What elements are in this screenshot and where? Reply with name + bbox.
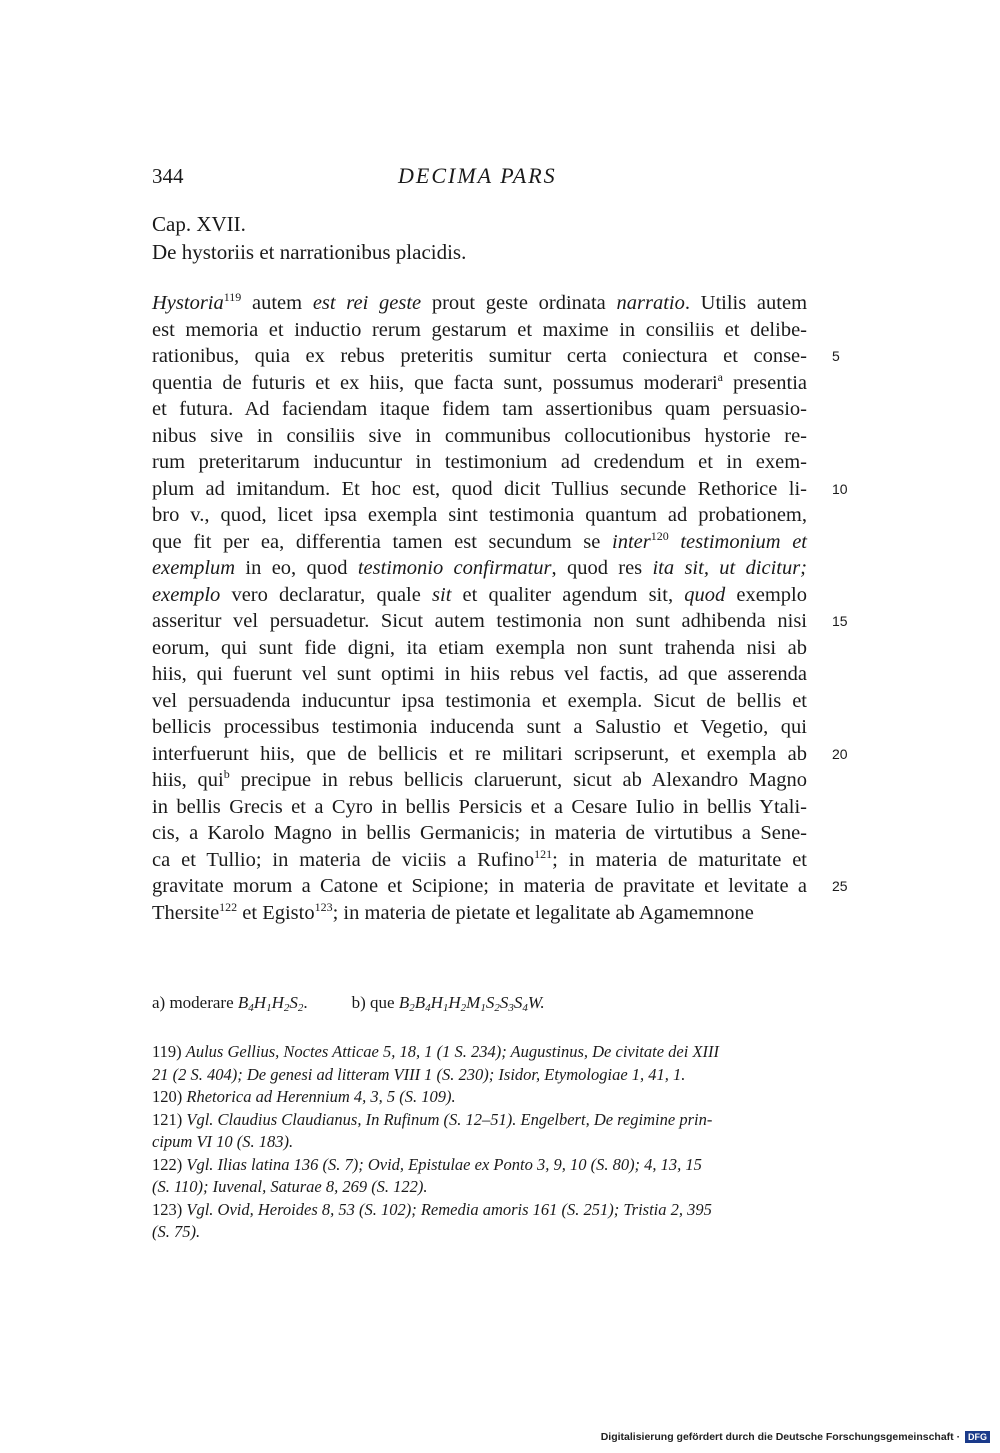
digitization-credit — [601, 1431, 990, 1443]
text-run: bellicis processibus testimonia inducenda sunt a Salustio et Vegetio, qui — [152, 716, 807, 738]
text-run: que fit per ea, differentia tamen est secundum se — [152, 530, 613, 553]
footnotes — [152, 1041, 812, 1244]
text-run: 21 (2 S. 404); De genesi ad litteram VIII 1 (S. 230); Isidor, Etymologiae 1, 41, 1. — [152, 1064, 686, 1084]
text-run: W. — [527, 993, 545, 1012]
text-run: interfuerunt hiis, que de bellicis et re militari scripserunt, et exempla ab — [152, 742, 807, 765]
footnote-line — [152, 1176, 812, 1199]
subscript: 2 — [297, 1002, 304, 1014]
text-line — [152, 900, 807, 927]
line-number: 25 — [832, 878, 848, 894]
footnote — [152, 1041, 812, 1086]
superscript-ref: a — [717, 369, 723, 384]
text-run: H — [430, 993, 443, 1012]
text-run: autem — [241, 292, 313, 314]
text-run: narratio — [616, 292, 685, 314]
critical-apparatus — [152, 993, 545, 1013]
footnote — [152, 1154, 812, 1199]
footnote — [152, 1109, 812, 1154]
subscript: 2 — [460, 1002, 467, 1014]
footnote-line — [152, 1199, 812, 1222]
text-run: in eo, quod — [235, 557, 358, 579]
text-line — [152, 873, 807, 900]
text-run: 123) — [152, 1199, 187, 1219]
text-run: rum preteritarum inducuntur in testimonium ad credendum et in exem- — [152, 451, 807, 473]
text-line — [152, 688, 807, 715]
text-run: a) moderare — [152, 993, 238, 1012]
text-run: precipue in rebus bellicis claruerunt, sicut ab Alexandro Magno — [229, 769, 807, 791]
superscript-ref: 120 — [650, 528, 669, 543]
subscript: 2 — [494, 1002, 500, 1014]
chapter-title: De hystoriis et narrationibus placidis. — [152, 240, 467, 264]
text-run: Hystoria — [152, 292, 224, 314]
text-run: ca et Tullio; in materia de viciis a Rufino — [152, 848, 535, 871]
text-run: S — [513, 993, 523, 1012]
text-line — [152, 555, 807, 582]
text-run: asseritur vel persuadetur. Sicut autem testimonia non sunt adhibenda nisi — [152, 610, 807, 632]
text-run: vero declaratur, quale — [220, 583, 433, 606]
text-run: (S. 75). — [152, 1222, 201, 1241]
text-run: . — [303, 993, 308, 1012]
text-run: rationibus, quia ex rebus preteritis sumitur certa coniectura et conse- — [152, 345, 807, 367]
text-line — [152, 847, 807, 874]
text-run: exemplo — [725, 583, 807, 606]
text-run: ita sit, ut dicitur; — [652, 557, 808, 579]
text-run: plum ad imitandum. Et hoc est, quod dicit Tullius secunde Rethorice li- — [152, 477, 807, 500]
text-run: hiis, qui fuerunt vel sunt optimi in hiis rebus vel factis, ad que asserenda — [152, 663, 807, 685]
text-run: eorum, qui sunt fide digni, ita etiam exempla non sunt trahenda nisi ab — [152, 636, 807, 659]
text-run: Vgl. Claudius Claudianus, In Rufinum (S. 12–51). Engelbert, De regimine prin- — [186, 1109, 713, 1129]
text-run: b) que — [351, 993, 399, 1012]
text-run: B — [414, 993, 426, 1012]
text-run: . Utilis autem — [684, 292, 808, 314]
text-run: S — [485, 993, 495, 1012]
subscript: 3 — [508, 1002, 514, 1014]
text-line — [152, 396, 807, 423]
credit-text: Digitalisierung gefördert durch die Deutsche Forschungsgemeinschaft · — [600, 1431, 961, 1443]
text-run: , quod res — [551, 557, 653, 579]
text-run: inter — [612, 530, 651, 553]
text-line — [152, 290, 807, 317]
text-run: bro v., quod, licet ipsa exempla sint testimonia quantum ad probationem, — [152, 504, 807, 526]
text-run: Vgl. Ovid, Heroides 8, 53 (S. 102); Remedia amoris 161 (S. 251); Tristia 2, 395 — [186, 1199, 712, 1219]
text-run: B — [398, 993, 410, 1012]
text-line — [152, 741, 807, 768]
text-line — [152, 714, 807, 741]
text-run: H — [271, 993, 284, 1012]
superscript-ref: 121 — [534, 846, 553, 861]
subscript: 1 — [266, 1002, 272, 1014]
line-number: 5 — [832, 348, 840, 364]
footnote-line — [152, 1086, 812, 1109]
running-head: DECIMA PARS — [398, 163, 557, 188]
text-run: B — [237, 993, 249, 1012]
subscript: 2 — [409, 1002, 415, 1014]
text-run: exemplum — [152, 557, 236, 579]
text-run: cis, a Karolo Magno in bellis Germanicis; in materia de virtutibus a Sene- — [152, 822, 807, 844]
text-run: Rhetorica ad Herennium 4, 3, 5 (S. 109). — [186, 1087, 456, 1106]
superscript-ref: 123 — [314, 899, 333, 914]
text-run: ; in materia de maturitate et — [552, 848, 807, 871]
subscript: 4 — [522, 1002, 528, 1014]
text-line — [152, 476, 807, 503]
text-run: cipum VI 10 (S. 183). — [152, 1132, 294, 1151]
text-line — [152, 635, 807, 662]
text-line — [152, 370, 807, 397]
text-line — [152, 502, 807, 529]
text-run: Aulus Gellius, Noctes Atticae 5, 18, 1 (1 S. 234); Augustinus, De civitate dei XIII — [185, 1042, 720, 1061]
text-line — [152, 820, 807, 847]
line-number: 15 — [832, 613, 848, 629]
text-run: H — [253, 993, 267, 1012]
footnote-line — [152, 1221, 812, 1244]
footnote-line — [152, 1154, 812, 1177]
footnote-line — [152, 1041, 812, 1064]
text-run: exemplo — [152, 583, 221, 606]
text-run: quod — [684, 583, 726, 606]
superscript-ref: 119 — [223, 290, 242, 304]
text-run: 122) — [152, 1154, 187, 1174]
text-line — [152, 529, 807, 556]
text-run: Vgl. Ilias latina 136 (S. 7); Ovid, Epistulae ex Ponto 3, 9, 10 (S. 80); 4, 13, 15 — [186, 1154, 702, 1174]
text-run: Thersite — [152, 901, 220, 924]
main-text — [152, 290, 807, 926]
text-run: nibus sive in consiliis sive in communibus collocutionibus hystorie re- — [152, 424, 807, 447]
text-run: et qualiter agendum sit, — [451, 583, 685, 606]
superscript-ref: 122 — [219, 899, 238, 914]
line-number: 20 — [832, 745, 848, 762]
footnote — [152, 1086, 812, 1109]
text-line — [152, 582, 807, 609]
text-run: sit — [432, 583, 452, 606]
subscript: 4 — [248, 1002, 254, 1014]
text-run: 119) — [152, 1042, 186, 1061]
text-run: (S. 110); Iuvenal, Saturae 8, 269 (S. 122). — [152, 1177, 428, 1196]
text-line — [152, 423, 807, 450]
text-line — [152, 317, 807, 344]
dfg-logo: DFG — [965, 1431, 990, 1443]
page-number: 344 — [152, 164, 184, 188]
subscript: 1 — [442, 1002, 449, 1014]
text-run: et futura. Ad faciendam itaque fidem tam assertionibus quam persuasio- — [152, 398, 807, 420]
text-run: et Egisto — [237, 901, 315, 924]
text-run: prout geste ordinata — [421, 292, 617, 314]
chapter-number: Cap. XVII. — [152, 212, 246, 236]
text-run: gravitate morum a Catone et Scipione; in materia de pravitate et levitate a — [152, 875, 807, 897]
text-run: S — [289, 993, 298, 1012]
superscript-ref: b — [223, 767, 230, 781]
text-line — [152, 767, 807, 794]
apparatus-entry-a — [152, 993, 308, 1012]
text-run: 120) — [152, 1087, 187, 1106]
subscript: 1 — [480, 1002, 486, 1014]
text-line — [152, 794, 807, 821]
line-number: 10 — [832, 480, 848, 497]
text-line — [152, 343, 807, 370]
text-run: est rei geste — [312, 292, 422, 314]
text-line — [152, 661, 807, 688]
text-run: S — [499, 993, 509, 1012]
footnote — [152, 1199, 812, 1244]
text-run: presentia — [723, 371, 807, 394]
apparatus-entry-b — [352, 993, 545, 1012]
footnote-line — [152, 1109, 812, 1132]
text-run: vel persuadenda inducuntur ipsa testimonia et exempla. Sicut de bellis et — [152, 689, 807, 712]
text-run: hiis, qui — [152, 769, 224, 791]
subscript: 2 — [283, 1002, 290, 1014]
footnote-line — [152, 1064, 812, 1087]
text-run: ; in materia de pietate et legalitate ab Agamemnone — [332, 901, 754, 924]
text-run: est memoria et inductio rerum gestarum et maxime in consiliis et delibe- — [152, 318, 807, 341]
text-line — [152, 449, 807, 476]
subscript: 4 — [425, 1002, 431, 1014]
text-run: testimonium et — [668, 530, 807, 553]
text-run: M — [466, 993, 481, 1012]
text-run: 121) — [152, 1109, 187, 1129]
text-run: H — [448, 993, 461, 1012]
text-run: in bellis Grecis et a Cyro in bellis Persicis et a Cesare Iulio in bellis Ytali- — [152, 795, 807, 818]
text-run: testimonio confirmatur — [357, 557, 552, 579]
footnote-line — [152, 1131, 812, 1154]
text-run: quentia de futuris et ex hiis, que facta sunt, possumus moderari — [152, 371, 718, 394]
text-line — [152, 608, 807, 635]
